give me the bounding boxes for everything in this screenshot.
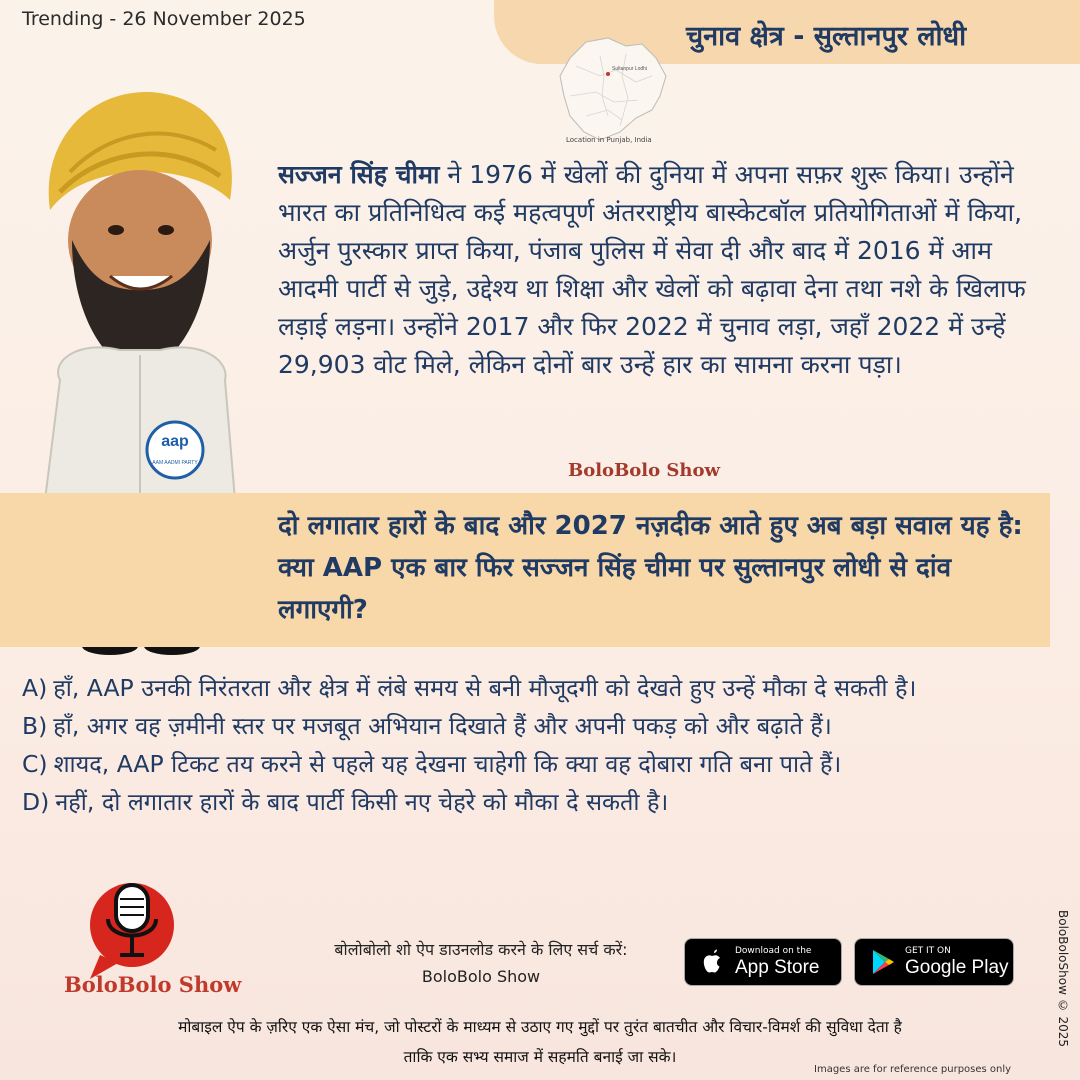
footer-line1: मोबाइल ऐप के ज़रिए एक ऐसा मंच, जो पोस्टरों के माध्यम से उठाए गए मुद्दों पर तुरंत बातचीत और विचार-विमर्श की सुविधा देता है xyxy=(178,1018,902,1036)
option-text: हाँ, अगर वह ज़मीनी स्तर पर मजबूत अभियान दिखाते हैं और अपनी पकड़ को और बढ़ाते हैं। xyxy=(53,712,832,740)
option-letter: A) xyxy=(22,674,48,702)
bio-paragraph xyxy=(278,156,1048,384)
poll-option-c[interactable] xyxy=(22,746,1062,782)
copyright-credit: BoloBoloShow © 2025 xyxy=(1056,910,1070,1048)
option-letter: D) xyxy=(22,788,50,816)
appstore-big-label: App Store xyxy=(735,956,820,978)
watermark-text: BoloBolo Show xyxy=(568,460,720,481)
aap-badge-logo: aap xyxy=(161,433,189,450)
googleplay-big-label: Google Play xyxy=(905,956,1009,978)
appstore-small-label: Download on the xyxy=(735,945,812,956)
bio-name: सज्जन सिंह चीमा xyxy=(278,160,440,189)
reference-note: Images are for reference purposes only xyxy=(814,1064,1012,1075)
map-marker-label: Sultanpur Lodhi xyxy=(612,66,648,72)
poll-option-a[interactable] xyxy=(22,670,1062,706)
constituency-title: चुनाव क्षेत्र - सुल्तानपुर लोधी xyxy=(686,21,967,52)
download-prompt xyxy=(296,936,666,990)
poll-question: दो लगातार हारों के बाद और 2027 नज़दीक आते हुए अब बड़ा सवाल यह है: क्या AAP एक बार फिर सज्जन सिंह चीमा पर सुल्तानपुर लोधी से दांव लगाएगी? xyxy=(278,511,1023,625)
poll-option-b[interactable] xyxy=(22,708,1062,744)
trending-date: Trending - 26 November 2025 xyxy=(22,8,306,30)
bio-text: ने 1976 में खेलों की दुनिया में अपना सफ़र शुरू किया। उन्होंने भारत का प्रतिनिधित्व कई महत्वपूर्ण अंतरराष्ट्रीय बास्केटबॉल प्रतियोगिताओं में किया, अर्जुन पुरस्कार प्राप्त किया, पंजाब पुलिस में सेवा दी और बाद में 2016 में आम आदमी पार्टी से जुड़े, उद्देश्य था शिक्षा और खेलों को बढ़ावा देना तथा नशे के खिलाफ लड़ाई लड़ना। उन्होंने 2017 और फिर 2022 में चुनाव लड़ा, जहाँ 2022 में उन्हें 29,903 वोट मिले, लेकिन दोनों बार उन्हें हार का सामना करना पड़ा। xyxy=(278,160,1026,379)
footer-line2: ताकि एक सभ्य समाज में सहमति बनाई जा सके। xyxy=(403,1048,677,1066)
google-play-icon xyxy=(867,947,897,977)
option-text: नहीं, दो लगातार हारों के बाद पार्टी किसी नए चेहरे को मौका दे सकती है। xyxy=(55,788,669,816)
app-store-button[interactable] xyxy=(684,938,842,986)
download-prompt-line2: BoloBolo Show xyxy=(421,967,541,986)
poll-option-d[interactable] xyxy=(22,784,1062,820)
map-caption: Location in Punjab, India xyxy=(566,136,652,144)
googleplay-small-label: GET IT ON xyxy=(905,945,951,956)
option-text: हाँ, AAP उनकी निरंतरता और क्षेत्र में लंबे समय से बनी मौजूदगी को देखते हुए उन्हें मौका दे सकती है। xyxy=(53,674,917,702)
location-marker-icon xyxy=(606,72,610,76)
option-text: शायद, AAP टिकट तय करने से पहले यह देखना चाहेगी कि क्या वह दोबारा गति बना पाते हैं। xyxy=(53,750,842,778)
brand-logo-text: BoloBolo Show xyxy=(64,972,242,997)
aap-badge-icon xyxy=(147,422,203,478)
apple-icon xyxy=(697,947,727,977)
option-letter: C) xyxy=(22,750,48,778)
punjab-map-image xyxy=(556,36,672,148)
aap-badge-text: AAM AADMI PARTY xyxy=(152,460,198,466)
poll-options xyxy=(22,670,1062,822)
footer-text xyxy=(40,1012,1040,1072)
download-prompt-line1: बोलोबोलो शो ऐप डाउनलोड करने के लिए सर्च करें: xyxy=(334,940,628,959)
google-play-button[interactable] xyxy=(854,938,1014,986)
option-letter: B) xyxy=(22,712,48,740)
